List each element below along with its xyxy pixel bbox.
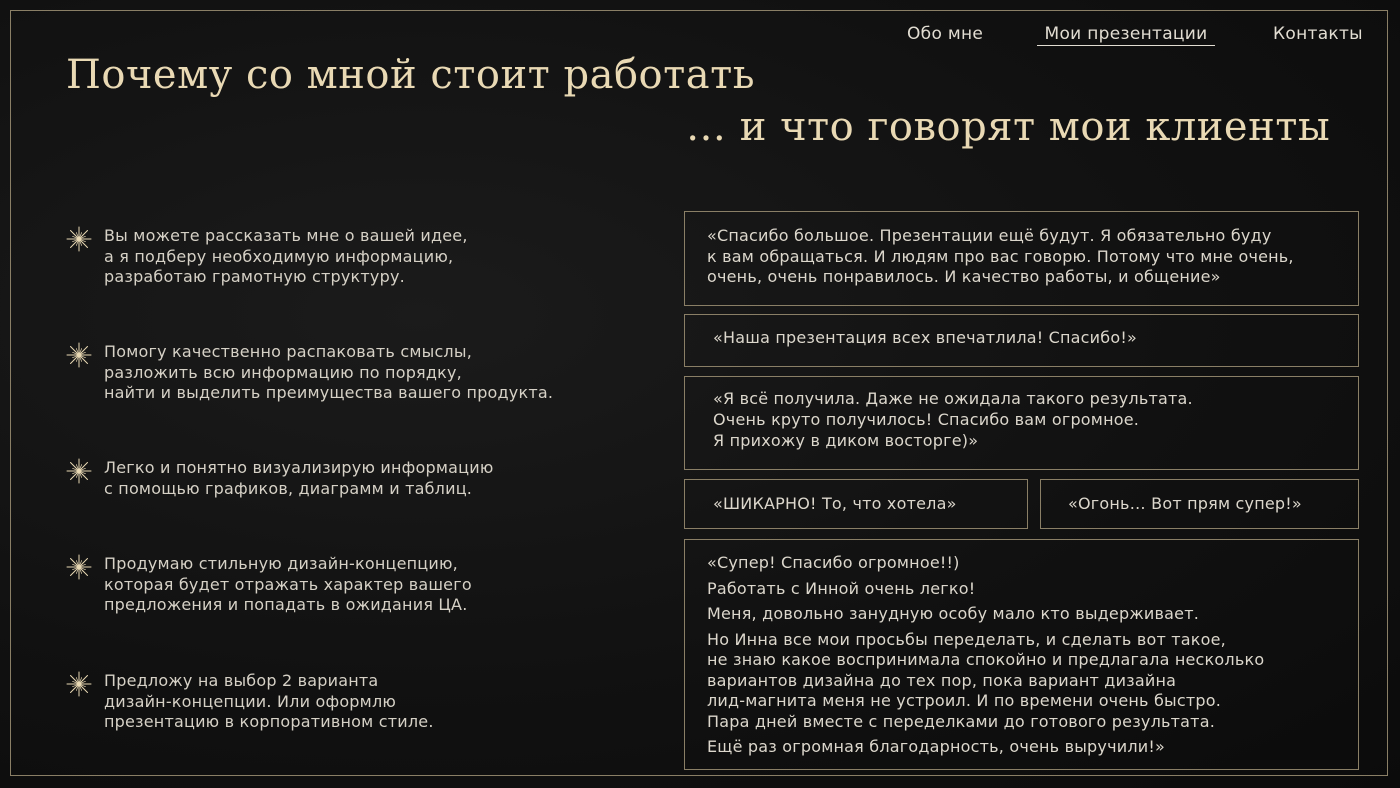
page-subtitle: … и что говорят мои клиенты: [686, 104, 1331, 150]
testimonial-card: [684, 376, 1359, 470]
nav-about-link[interactable]: Обо мне: [907, 24, 984, 44]
testimonial-line: «Супер! Спасибо огромное!!): [707, 553, 960, 572]
benefit-text: Предложу на выбор 2 варианта дизайн-концепции. Или оформлю презентацию в корпоративном стиле.: [104, 671, 434, 731]
starburst-icon: [66, 458, 92, 484]
benefit-text: Вы можете рассказать мне о вашей идее, а я подберу необходимую информацию, разработаю грамотную структуру.: [104, 226, 468, 286]
testimonial-line: Меня, довольно занудную особу мало кто выдерживает.: [707, 604, 1200, 623]
testimonial-card-long: [684, 539, 1359, 770]
benefit-text: Помогу качественно распаковать смыслы, разложить всю информацию по порядку, найти и выделить преимущества вашего продукта.: [104, 342, 554, 402]
testimonial-text: «Огонь… Вот прям супер!»: [1068, 494, 1302, 513]
nav-presentations-link[interactable]: Мои презентации: [1037, 24, 1215, 46]
nav-contacts-link[interactable]: Контакты: [1273, 24, 1363, 44]
testimonial-text: «Наша презентация всех впечатлила! Спасибо!»: [713, 328, 1137, 347]
testimonial-line: Работать с Инной очень легко!: [707, 578, 976, 598]
starburst-icon: [66, 342, 92, 368]
testimonial-text: «Спасибо большое. Презентации ещё будут. Я обязательно буду к вам обращаться. И людям про вас говорю. Потому что мне очень, очень, очень понравилось. И качество работы, и общение»: [707, 226, 1294, 286]
benefit-text: Продумаю стильную дизайн-концепцию, которая будет отражать характер вашего предложения и попадать в ожидания ЦА.: [104, 554, 472, 614]
testimonial-line: Ещё раз огромная благодарность, очень выручили!»: [707, 737, 1165, 756]
testimonial-text: «Я всё получила. Даже не ожидала такого результата. Очень круто получилось! Спасибо вам огромное. Я прихожу в диком восторге)»: [713, 389, 1193, 450]
starburst-icon: [66, 554, 92, 580]
starburst-icon: [66, 671, 92, 697]
testimonial-card: [1040, 479, 1359, 529]
testimonial-line: Но Инна все мои просьбы переделать, и сделать вот такое, не знаю какое воспринимала спокойно и предлагала несколько вариантов дизайна до тех пор, пока вариант дизайна лид-магнита меня не устроил. И по времени очень быстро. Пара дней вместе с переделками до готового результата.: [707, 629, 1265, 731]
benefit-text: Легко и понятно визуализирую информацию с помощью графиков, диаграмм и таблиц.: [104, 458, 494, 498]
starburst-icon: [66, 226, 92, 252]
testimonial-card: [684, 479, 1028, 529]
testimonial-card: [684, 314, 1359, 367]
testimonial-text: «ШИКАРНО! То, что хотела»: [713, 494, 957, 513]
testimonial-card: [684, 211, 1359, 306]
page-title: Почему со мной стоит работать: [66, 52, 755, 98]
